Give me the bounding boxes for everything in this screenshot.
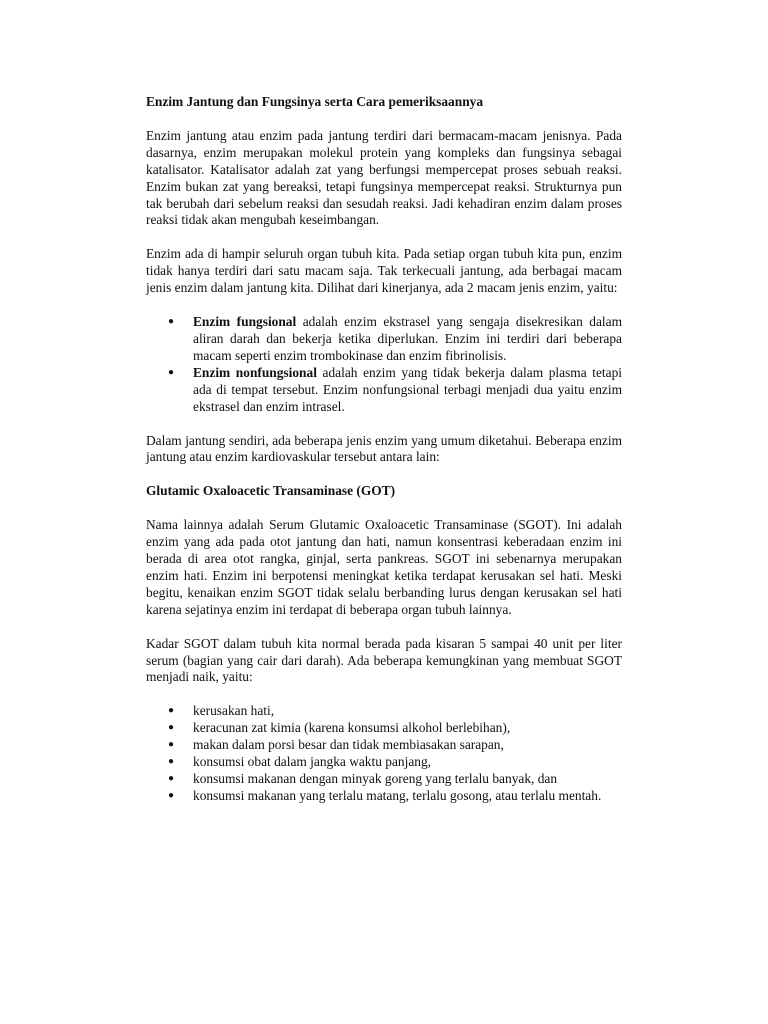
causes-list [146, 703, 622, 804]
list-item-text: adalah enzim ekstrasel yang sengaja disekresikan dalam aliran darah dan bekerja ketika diperlukan. Enzim ini terdiri dari beberapa macam seperti enzim trombokinase dan enzim fibrinolisis. [193, 314, 622, 363]
bullet-icon: ● [168, 722, 175, 734]
bullet-icon: ● [168, 789, 175, 801]
enzyme-types-list [146, 314, 622, 415]
list-item [146, 314, 622, 365]
list-item-text: kerusakan hati, [193, 703, 275, 719]
list-item [146, 365, 622, 416]
sgot-description-paragraph: Nama lainnya adalah Serum Glutamic Oxaloacetic Transaminase (SGOT). Ini adalah enzim yang ada pada otot jantung dan hati, namun konsentrasi keberadaan enzim ini berada di area otot rangka, ginjal, serta pankreas. SGOT ini sebenarnya merupakan enzim hati. Enzim ini berpotensi meningkat ketika terdapat kerusakan sel hati. Meski begitu, kenaikan enzim SGOT tidak selalu berbanding lurus dengan kerusakan sel hati karena sejatinya enzim ini terdapat di beberapa organ tubuh lainnya. [146, 517, 622, 617]
list-item-text: keracunan zat kimia (karena konsumsi alkohol berlebihan), [193, 720, 511, 736]
enzyme-organ-paragraph: Enzim ada di hampir seluruh organ tubuh kita. Pada setiap organ tubuh kita pun, enzim tidak hanya terdiri dari satu macam saja. Tak terkecuali jantung, ada berbagai macam jenis enzim dalam jantung kita. Dilihat dari kinerjanya, ada 2 macam jenis enzim, yaitu: [146, 246, 622, 296]
list-item-text: konsumsi makanan yang terlalu matang, terlalu gosong, atau terlalu mentah. [193, 787, 602, 803]
bullet-icon: ● [168, 773, 175, 784]
bullet-icon: ● [168, 705, 175, 717]
list-item-term: Enzim nonfungsional [193, 364, 317, 380]
bullet-icon: ● [168, 756, 175, 768]
list-item [146, 720, 622, 737]
sgot-level-paragraph: Kadar SGOT dalam tubuh kita normal berada pada kisaran 5 sampai 40 unit per liter serum (bagian yang cair dari darah). Ada beberapa kemungkinan yang membuat SGOT menjadi naik, yaitu: [146, 635, 622, 685]
list-item-text: adalah enzim yang tidak bekerja dalam plasma tetapi ada di tempat tersebut. Enzim nonfungsional terbagi menjadi dua yaitu enzim ekstrasel dan enzim intrasel. [193, 364, 622, 414]
got-heading: Glutamic Oxaloacetic Transaminase (GOT) [146, 483, 396, 499]
bullet-icon: ● [168, 316, 175, 328]
list-item [146, 737, 622, 754]
list-item-text: makan dalam porsi besar dan tidak membiasakan sarapan, [193, 737, 504, 753]
intro-paragraph: Enzim jantung atau enzim pada jantung terdiri dari bermacam-macam jenisnya. Pada dasarnya, enzim merupakan molekul protein yang kompleks dan fungsinya sebagai katalisator. Katalisator adalah zat yang berfungsi mempercepat proses sebuah reaksi. Enzim bukan zat yang bereaksi, tetapi fungsinya mempercepat reaksi. Strukturnya pun tak berubah dari sebelum reaksi dan sesudah reaksi. Jadi kehadiran enzim dalam proses reaksi tidak akan mengubah keseimbangan. [146, 127, 622, 228]
list-item [146, 771, 622, 788]
cardio-enzymes-paragraph: Dalam jantung sendiri, ada beberapa jenis enzim yang umum diketahui. Beberapa enzim jantung atau enzim kardiovaskular tersebut antara lain: [146, 432, 622, 465]
document-title: Enzim Jantung dan Fungsinya serta Cara pemeriksaannya [146, 94, 484, 109]
list-item [146, 754, 622, 771]
bullet-icon: ● [168, 366, 175, 378]
list-item [146, 788, 622, 805]
list-item-text: konsumsi obat dalam jangka waktu panjang, [193, 754, 432, 770]
list-item [146, 703, 622, 720]
list-item-term: Enzim fungsional [193, 314, 297, 330]
bullet-icon: ● [168, 739, 175, 751]
list-item-text: konsumsi makanan dengan minyak goreng yang terlalu banyak, dan [193, 771, 558, 786]
document-page [146, 94, 622, 822]
